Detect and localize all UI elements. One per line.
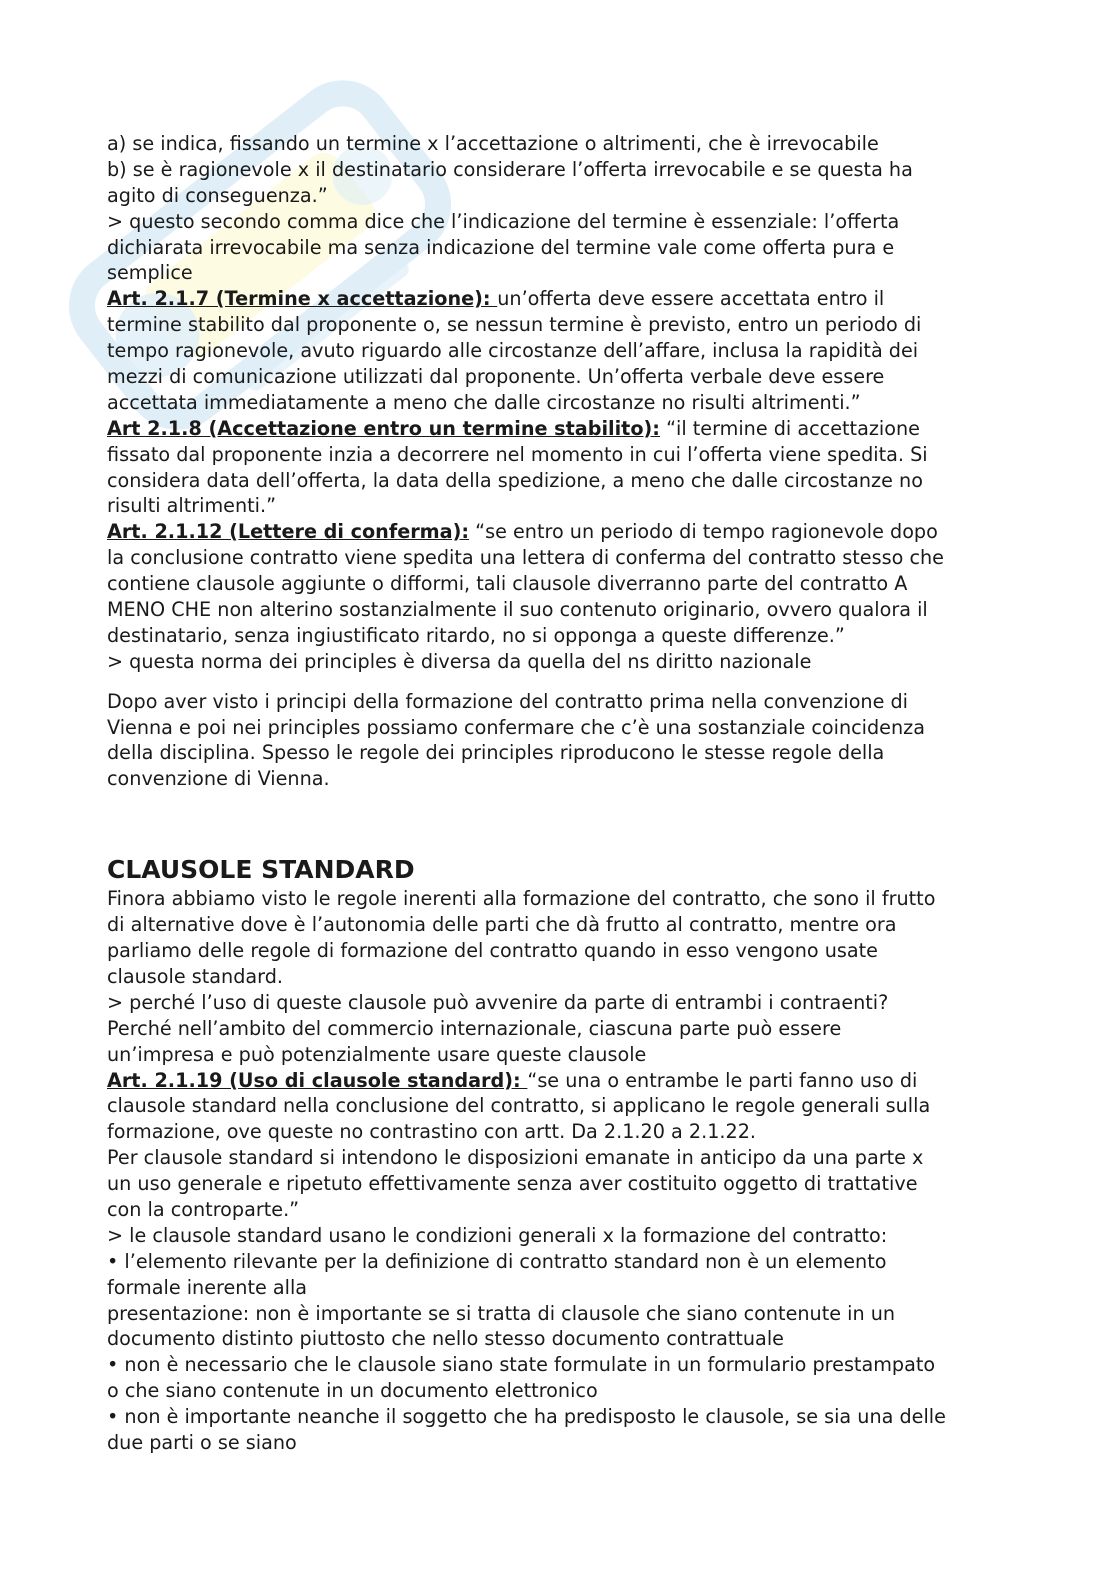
article-2-1-7	[107, 286, 1007, 415]
article-text: “se una o entrambe le parti fanno uso di	[527, 1068, 918, 1092]
text-line: mezzi di comunicazione utilizzati dal proponente. Un’offerta verbale deve essere	[107, 365, 885, 389]
article-title: Art. 2.1.19 (Uso di clausole standard):	[107, 1068, 528, 1092]
text-line: > le clausole standard usano le condizioni generali x la formazione del contratto:	[107, 1223, 888, 1247]
text-line: Finora abbiamo visto le regole inerenti alla formazione del contratto, che sono il frutto	[107, 887, 936, 911]
text-line: dichiarata irrevocabile ma senza indicazione del termine vale come offerta pura e	[107, 235, 895, 259]
document-body	[107, 131, 1007, 1456]
bullet-item: • non è importante neanche il soggetto che ha predisposto le clausole, se sia una delle	[107, 1405, 946, 1429]
text-line: contiene clausole aggiunte o difformi, tali clausole diverranno parte del contratto A	[107, 572, 908, 596]
text-line: di alternative dove è l’autonomia delle parti che dà frutto al contratto, mentre ora	[107, 913, 897, 937]
text-line: o che siano contenute in un documento elettronico	[107, 1379, 598, 1403]
text-line: parliamo delle regole di formazione del contratto quando in esso vengono usate	[107, 939, 878, 963]
text-line: b) se è ragionevole x il destinatario considerare l’offerta irrevocabile e se questa ha	[107, 157, 913, 181]
text-line: con la controparte.”	[107, 1197, 300, 1221]
text-line: della disciplina. Spesso le regole dei principles riproducono le stesse regole della	[107, 741, 885, 765]
text-line: accettata immediatamente a meno che dalle circostanze no risulti altrimenti.”	[107, 390, 861, 414]
text-line: Dopo aver visto i principi della formazione del contratto prima nella convenzione di	[107, 689, 909, 713]
article-text: “il termine di accettazione	[659, 416, 920, 440]
text-line: due parti o se siano	[107, 1430, 297, 1454]
text-line: Vienna e poi nei principles possiamo confermare che c’è una sostanziale coincidenza	[107, 715, 925, 739]
text-line: formale inerente alla	[107, 1275, 308, 1299]
block-irrevocable-offer	[107, 131, 1007, 286]
text-line: risulti altrimenti.”	[107, 494, 277, 518]
summary-paragraph	[107, 689, 1007, 793]
bullet-item: • l’elemento rilevante per la definizione di contratto standard non è un elemento	[107, 1249, 887, 1273]
text-line: destinatario, senza ingiustificato ritardo, no si opponga a queste differenze.”	[107, 623, 845, 647]
text-line: > questo secondo comma dice che l’indicazione del termine è essenziale: l’offerta	[107, 209, 900, 233]
article-title: Art 2.1.8 (Accettazione entro un termine stabilito):	[107, 416, 660, 440]
text-line: tempo ragionevole, avuto riguardo alle circostanze dell’affare, inclusa la rapidità dei	[107, 339, 919, 363]
text-line: Per clausole standard si intendono le disposizioni emanate in anticipo da una parte x	[107, 1146, 924, 1170]
text-line: convenzione di Vienna.	[107, 767, 330, 791]
bullet-item: • non è necessario che le clausole siano state formulate in un formulario prestampato	[107, 1353, 936, 1377]
text-line: semplice	[107, 261, 193, 285]
article-2-1-8	[107, 416, 1007, 520]
text-line: un uso generale e ripetuto effettivamente senza aver costituito oggetto di trattative	[107, 1172, 918, 1196]
section-standard-clauses	[107, 886, 1007, 1067]
text-line: considera data dell’offerta, la data della spedizione, a meno che dalle circostanze no	[107, 468, 923, 492]
article-title: Art. 2.1.12 (Lettere di conferma):	[107, 520, 470, 544]
text-line: termine stabilito dal proponente o, se nessun termine è previsto, entro un periodo di	[107, 313, 922, 337]
text-line: fissato dal proponente inzia a decorrere nel momento in cui l’offerta viene spedita. Si	[107, 442, 928, 466]
article-text: un’offerta deve essere accettata entro il	[497, 287, 885, 311]
article-2-1-12	[107, 519, 1007, 674]
article-2-1-19	[107, 1068, 1007, 1456]
text-line: agito di conseguenza.”	[107, 183, 328, 207]
text-line: un’impresa e può potenzialmente usare queste clausole	[107, 1042, 647, 1066]
text-line: a) se indica, fissando un termine x l’accettazione o altrimenti, che è irrevocabile	[107, 132, 879, 155]
section-heading: CLAUSOLE STANDARD	[107, 855, 415, 885]
text-line: clausole standard nella conclusione del contratto, si applicano le regole generali sulla	[107, 1094, 931, 1118]
text-line: la conclusione contratto viene spedita una lettera di conferma del contratto stesso che	[107, 546, 944, 570]
article-title: Art. 2.1.7 (Termine x accettazione):	[107, 287, 498, 311]
text-line: Perché nell’ambito del commercio internazionale, ciascuna parte può essere	[107, 1016, 842, 1040]
text-line: formazione, ove queste no contrastino con artt. Da 2.1.20 a 2.1.22.	[107, 1120, 757, 1144]
text-line: > perché l’uso di queste clausole può avvenire da parte di entrambi i contraenti?	[107, 990, 889, 1014]
text-line: > questa norma dei principles è diversa da quella del ns diritto nazionale	[107, 649, 812, 673]
text-line: MENO CHE non alterino sostanzialmente il suo contenuto originario, ovvero qualora il	[107, 598, 928, 622]
article-text: “se entro un periodo di tempo ragionevole dopo	[469, 520, 938, 544]
text-line: presentazione: non è importante se si tratta di clausole che siano contenute in un	[107, 1301, 896, 1325]
text-line: documento distinto piuttosto che nello stesso documento contrattuale	[107, 1327, 784, 1351]
text-line: clausole standard.	[107, 964, 283, 988]
